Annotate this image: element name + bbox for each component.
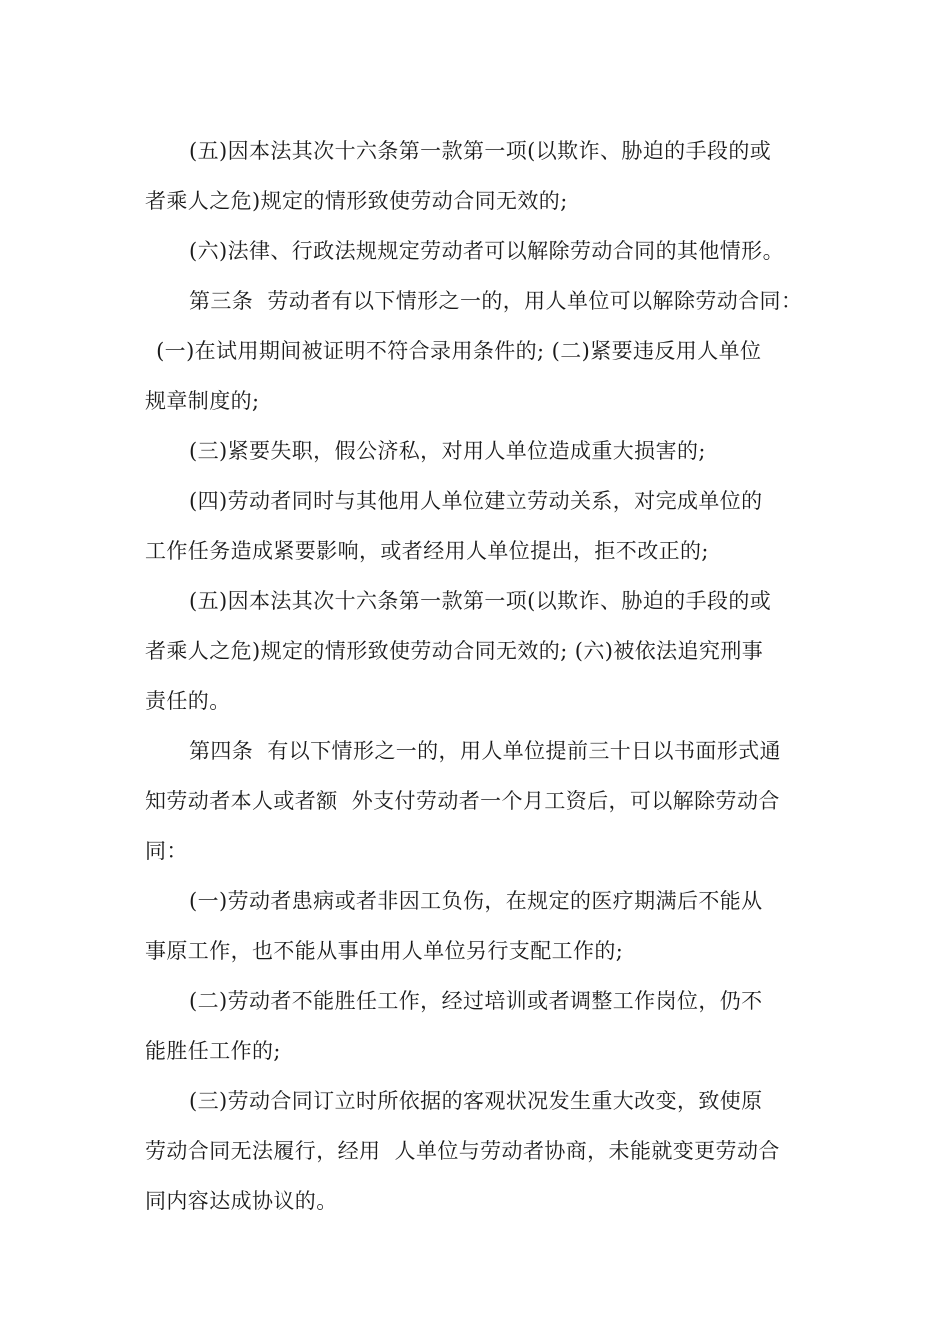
text-line-7: (三)紧要失职，假公济私，对用人单位造成重大损害的;: [189, 439, 706, 463]
text-line-11: 者乘人之危)规定的情形致使劳动合同无效的; (六)被依法追究刑事: [145, 639, 764, 663]
text-line-19: 能胜任工作的;: [145, 1039, 281, 1063]
text-line-20: (三)劳动合同订立时所依据的客观状况发生重大改变，致使原: [189, 1089, 763, 1113]
text-line-14: 知劳动者本人或者额 外支付劳动者一个月工资后，可以解除劳动合: [145, 789, 780, 813]
text-line-8: (四)劳动者同时与其他用人单位建立劳动关系，对完成单位的: [189, 489, 763, 513]
text-line-4: 第三条 劳动者有以下情形之一的，用人单位可以解除劳动合同：: [189, 289, 803, 313]
text-line-17: 事原工作，也不能从事由用人单位另行支配工作的;: [145, 939, 624, 963]
text-line-15: 同：: [145, 839, 188, 863]
text-line-21: 劳动合同无法履行，经用 人单位与劳动者协商，未能就变更劳动合: [145, 1139, 780, 1163]
text-line-22: 同内容达成协议的。: [145, 1189, 338, 1213]
text-line-12: 责任的。: [145, 689, 231, 713]
text-line-6: 规章制度的;: [145, 389, 260, 413]
text-line-16: (一)劳动者患病或者非因工负伤，在规定的医疗期满后不能从: [189, 889, 763, 913]
text-line-5: (一)在试用期间被证明不符合录用条件的; (二)紧要违反用人单位: [149, 339, 762, 363]
text-line-1: (五)因本法其次十六条第一款第一项(以欺诈、胁迫的手段的或: [189, 139, 772, 163]
text-line-13: 第四条 有以下情形之一的，用人单位提前三十日以书面形式通: [189, 739, 781, 763]
text-line-10: (五)因本法其次十六条第一款第一项(以欺诈、胁迫的手段的或: [189, 589, 772, 613]
text-line-3: (六)法律、行政法规规定劳动者可以解除劳动合同的其他情形。: [189, 239, 784, 263]
text-line-18: (二)劳动者不能胜任工作，经过培训或者调整工作岗位，仍不: [189, 989, 763, 1013]
text-line-9: 工作任务造成紧要影响，或者经用人单位提出，拒不改正的;: [145, 539, 709, 563]
text-line-2: 者乘人之危)规定的情形致使劳动合同无效的;: [145, 189, 568, 213]
